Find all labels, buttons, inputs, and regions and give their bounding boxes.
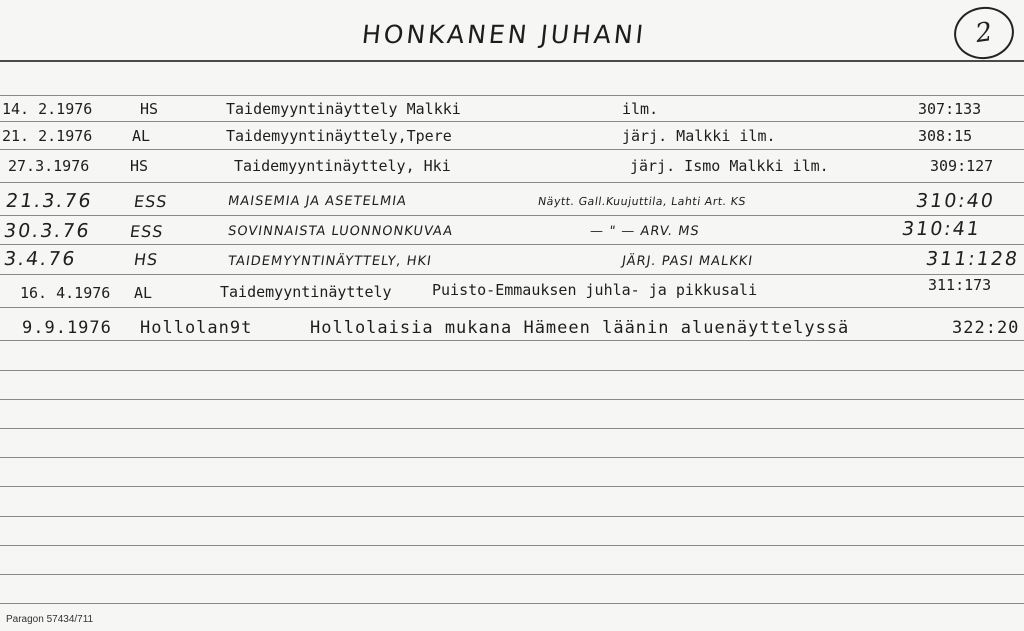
entry-note: ilm. xyxy=(622,100,659,118)
entry-date: 3.4.76 xyxy=(2,248,78,270)
entry-note: järj. Malkki ilm. xyxy=(622,127,776,145)
entry-date: 21. 2.1976 xyxy=(2,127,93,145)
entry-date: 30.3.76 xyxy=(2,220,93,242)
entry-title: MAISEMIA JA ASETELMIA xyxy=(226,194,408,209)
entry-ref: 311:128 xyxy=(924,248,1021,270)
entry-date: 14. 2.1976 xyxy=(2,100,93,118)
ruled-line xyxy=(0,244,1024,245)
ruled-line xyxy=(0,574,1024,575)
entry-title: SOVINNAISTA LUONNONKUVAA xyxy=(226,224,455,239)
ruled-line xyxy=(0,603,1024,604)
entry-title: Taidemyyntinäyttely xyxy=(220,283,392,301)
entry-title: Taidemyyntinäyttely,Tpere xyxy=(226,127,452,145)
ruled-line xyxy=(0,340,1024,341)
entry-title: Hollolaisia mukana Hämeen läänin aluenäyttelyssä xyxy=(310,318,850,338)
ruled-line xyxy=(0,215,1024,216)
ruled-line xyxy=(0,370,1024,371)
entry-ref: 308:15 xyxy=(918,127,973,145)
entry-ref: 322:20 xyxy=(952,318,1020,338)
entry-date: 16. 4.1976 xyxy=(20,284,111,302)
entry-title: Taidemyyntinäyttely Malkki xyxy=(226,100,461,118)
card-heading: HONKANEN JUHANI xyxy=(360,20,648,49)
ruled-line xyxy=(0,428,1024,429)
ruled-line xyxy=(0,486,1024,487)
entry-ref: 310:41 xyxy=(900,218,983,240)
entry-date: 9.9.1976 xyxy=(22,318,112,338)
entry-note: — " — ARV. MS xyxy=(588,224,701,239)
card-number-badge: 2 xyxy=(951,3,1018,63)
entry-source: AL xyxy=(132,127,151,145)
entry-date: 21.3.76 xyxy=(4,190,95,212)
ruled-line xyxy=(0,121,1024,122)
entry-ref: 309:127 xyxy=(930,157,994,175)
entry-source: AL xyxy=(134,284,153,302)
entry-source: ESS xyxy=(128,222,165,241)
entry-title: TAIDEMYYNTINÄYTTELY, HKI xyxy=(226,254,433,269)
entry-source: ESS xyxy=(132,192,169,211)
entry-ref: 311:173 xyxy=(928,276,992,294)
ruled-line xyxy=(0,399,1024,400)
ruled-line xyxy=(0,545,1024,546)
header-rule xyxy=(0,60,1024,62)
entry-note: Näytt. Gall.Kuujuttila, Lahti Art. KS xyxy=(537,195,747,208)
entry-ref: 310:40 xyxy=(914,190,997,212)
entry-note: Puisto-Emmauksen juhla- ja pikkusali xyxy=(432,281,758,299)
entry-date: 27.3.1976 xyxy=(8,157,90,175)
entry-note: järj. Ismo Malkki ilm. xyxy=(630,157,829,175)
entry-source: HS xyxy=(132,250,160,269)
entry-source: Hollolan9t xyxy=(140,318,253,338)
ruled-line xyxy=(0,95,1024,96)
ruled-line xyxy=(0,457,1024,458)
entry-note: JÄRJ. PASI MALKKI xyxy=(620,254,755,269)
ruled-line xyxy=(0,274,1024,275)
ruled-line xyxy=(0,182,1024,183)
entry-ref: 307:133 xyxy=(918,100,982,118)
ruled-line xyxy=(0,149,1024,150)
ruled-line xyxy=(0,516,1024,517)
entry-title: Taidemyyntinäyttely, Hki xyxy=(234,157,451,175)
card-footer: Paragon 57434/711 xyxy=(6,614,94,625)
entry-source: HS xyxy=(130,157,149,175)
entry-source: HS xyxy=(140,100,159,118)
ruled-line xyxy=(0,307,1024,308)
